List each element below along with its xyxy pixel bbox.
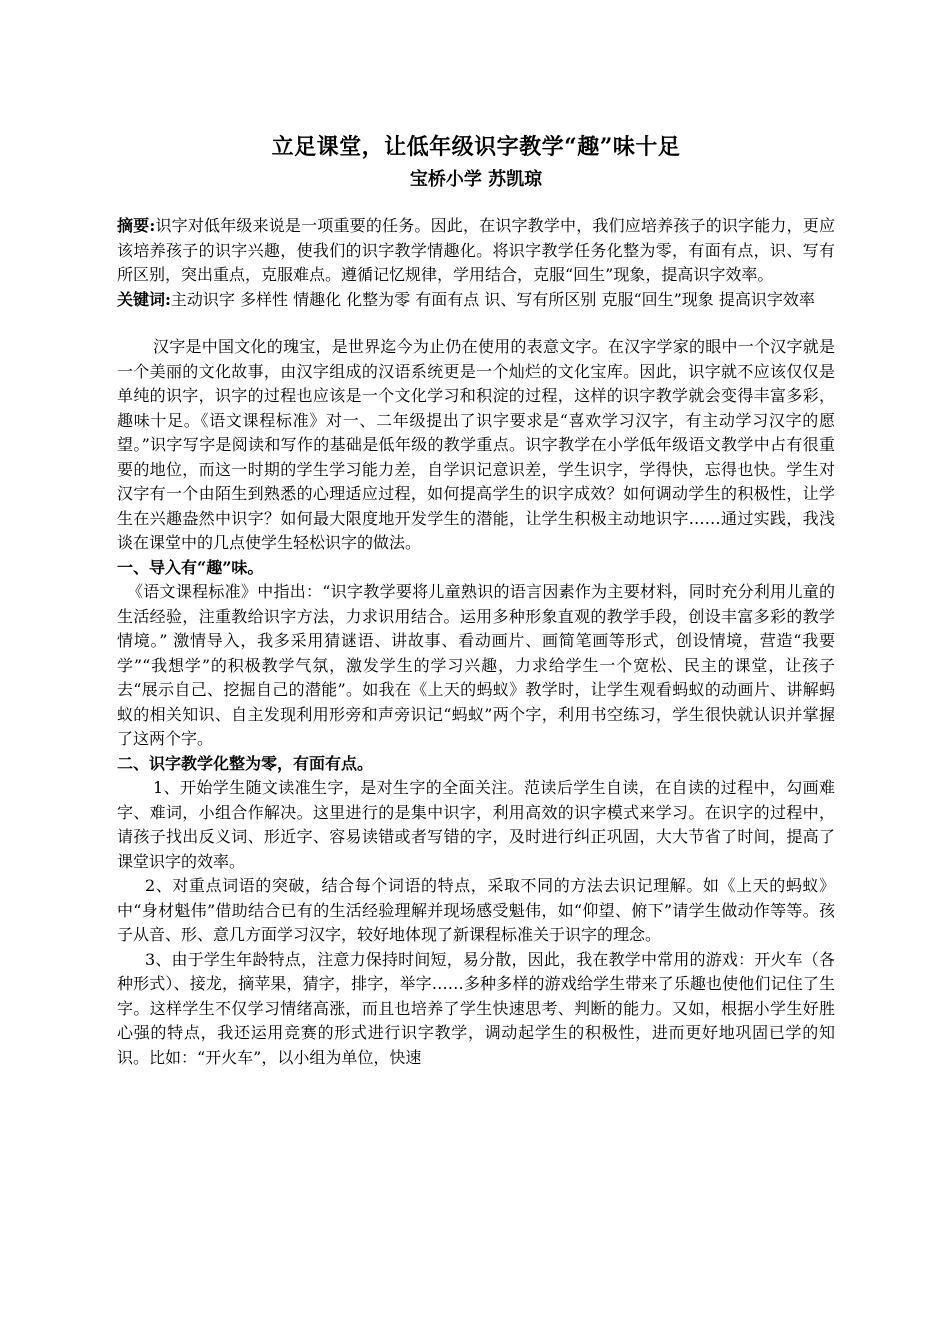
keywords-text: 主动识字 多样性 情趣化 化整为零 有面有点 识、写有所区别 克服“回生”现象 提高识字效率 [170, 289, 815, 309]
blank-line [117, 312, 835, 335]
section-2-paragraph-3: 3、由于学生年龄特点，注意力保持时间短，易分散，因此，我在教学中常用的游戏：开火车（各种形式）、接龙，摘苹果，猜字，排字，举字……多种多样的游戏给学生带来了乐趣也使他们记住了生字。这样学生不仅学习情绪高涨，而且也培养了学生快速思考、判断的能力。又如，根据小学生好胜心强的特点，我还运用竞赛的形式进行识字教学，调动起学生的积极性，进而更好地巩固已学的知识。比如：“开火车”，以小组为单位，快速 [117, 949, 835, 1067]
keywords-paragraph [117, 288, 835, 313]
keywords-label: 关键词: [117, 289, 171, 309]
abstract-label: 摘要: [117, 216, 156, 235]
author-line: 宝桥小学 苏凯琼 [409, 169, 543, 190]
abstract-paragraph [117, 214, 835, 288]
section-1-paragraph: 《语文课程标准》中指出：“识字教学要将儿童熟识的语言因素作为主要材料，同时充分利用儿童的生活经验，注重教给识字方法，力求识用结合。运用多种形象直观的教学手段，创设丰富多彩的教学情境。” 激情导入，我多采用猜谜语、讲故事、看动画片、画简笔画等形式，创设情境，营造“我要学”“我想学”的积极教学气氛，激发学生的学习兴趣，力求给学生一个宽松、民主的课堂，让孩子去“展示自己、挖掘自己的潜能”。如我在《上天的蚂蚁》教学时，让学生观看蚂蚁的动画片、讲解蚂蚁的相关知识、自主发现利用形旁和声旁识记“蚂蚁”两个字，利用书空练习，学生很快就认识并掌握了这两个字。 [117, 582, 835, 748]
intro-paragraph: 汉字是中国文化的瑰宝，是世界迄今为止仍在使用的表意文字。在汉字学家的眼中一个汉字就是一个美丽的文化故事，由汉字组成的汉语系统更是一个灿烂的文化宝库。因此，识字就不应该仅仅是单纯的识字，识字的过程也应该是一个文化学习和积淀的过程，这样的识字教学就会变得丰富多彩，趣味十足。《语文课程标准》对一、二年级提出了识字要求是“喜欢学习汉字，有主动学习汉字的愿望。”识字写字是阅读和写作的基础是低年级的教学重点。识字教学在小学低年级语文教学中占有很重要的地位，而这一时期的学生学习能力差，自学识记意识差，学生识字，学得快，忘得也快。学生对汉字有一个由陌生到熟悉的心理适应过程，如何提高学生的识字成效？如何调动学生的积极性，让学生在兴趣盎然中识字？如何最大限度地开发学生的潜能，让学生积极主动地识字……通过实践，我浅谈在课堂中的几点使学生轻松识字的做法。 [117, 337, 835, 552]
section-heading-1: 一、导入有“趣”味。 [117, 557, 264, 577]
document-title: 立足课堂，让低年级识字教学“趣”味十足 [271, 134, 681, 160]
abstract-text: 识字对低年级来说是一项重要的任务。因此，在识字教学中，我们应培养孩子的识字能力，更应该培养孩子的识字兴趣，使我们的识字教学情趣化。将识字教学任务化整为零，有面有点，识、写有所区别，突出重点，克服难点。遵循记忆规律，学用结合，克服“回生”现象，提高识字效率。 [117, 216, 835, 284]
document-page [117, 132, 835, 1070]
section-2-paragraph-1: 1、开始学生随文读准生字，是对生字的全面关注。范读后学生自读，在自读的过程中，勾画难字、难词，小组合作解决。这里进行的是集中识字，利用高效的识字模式来学习。在识字的过程中，请孩子找出反义词、形近字、容易读错或者写错的字，及时进行纠正巩固，大大节省了时间，提高了课堂识字的效率。 [117, 778, 835, 871]
section-heading-2: 二、识字教学化整为零，有面有点。 [117, 753, 374, 773]
section-2-paragraph-2: 2、对重点词语的突破，结合每个词语的特点，采取不同的方法去识记理解。如《上天的蚂蚁》中“身材魁伟”借助结合已有的生活经验理解并现场感受魁伟，如“仰望、俯下”请学生做动作等等。孩子从音、形、意几方面学习汉字，较好地体现了新课程标准关于识字的理念。 [117, 876, 835, 944]
